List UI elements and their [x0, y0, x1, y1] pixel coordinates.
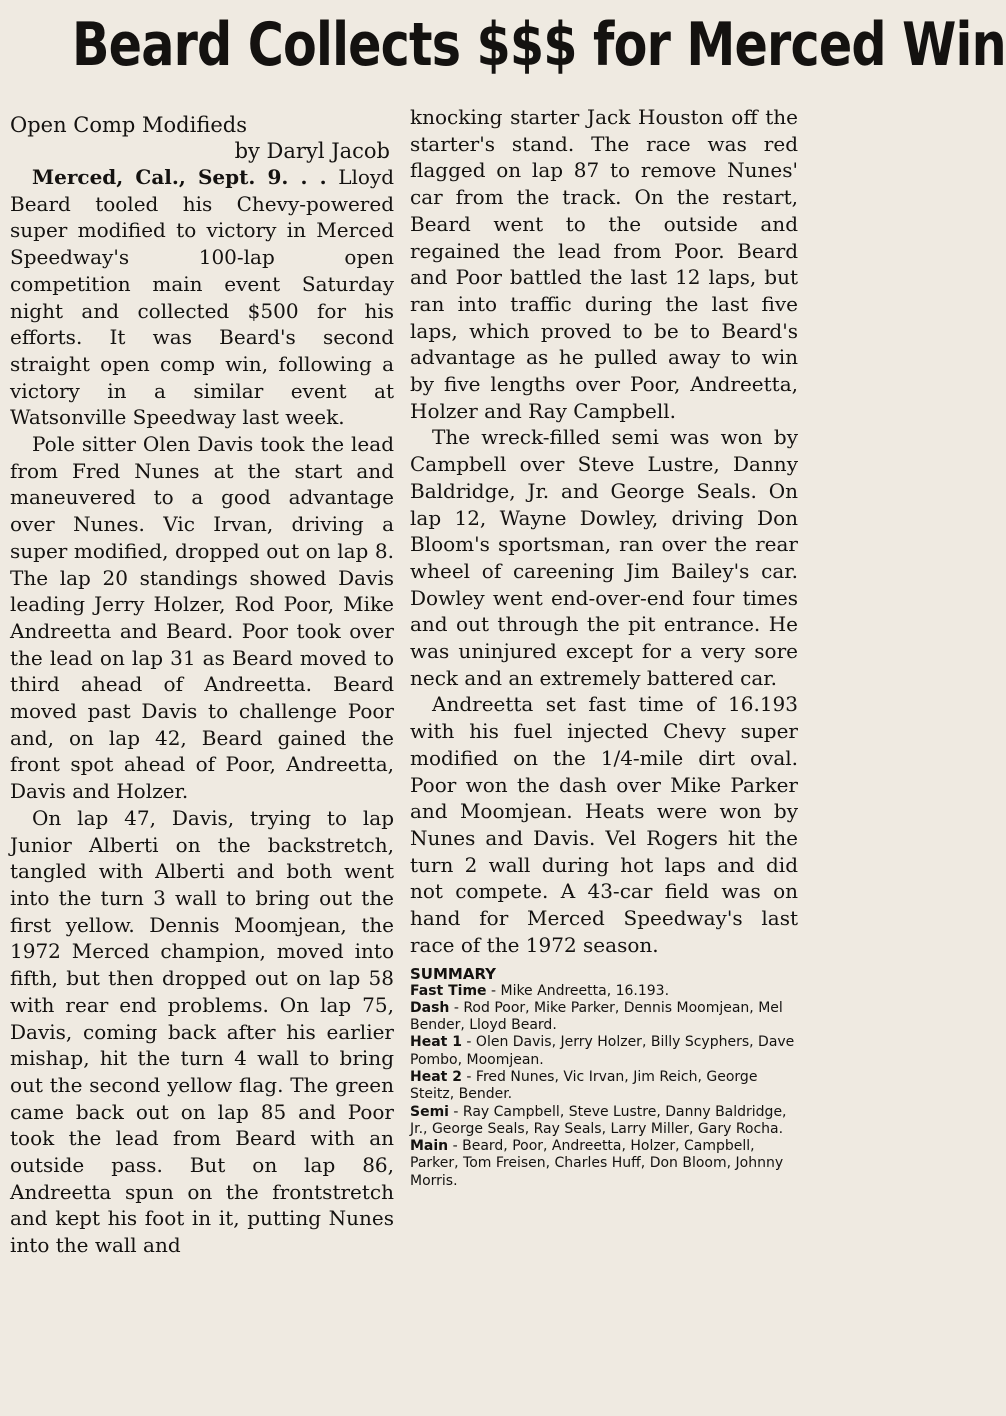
paragraph-text: Lloyd Beard tooled his Chevy-powered super modified to victory in Merced Speedway's 100-lap open competition main event Saturday night and collected $500 for his efforts. It was Beard's second straight open comp win, following a victory in a similar event at Watsonville Speedway last week.	[10, 165, 395, 430]
kicker: Open Comp Modifieds	[10, 113, 247, 137]
summary-label: Fast Time	[410, 982, 487, 999]
lead-paragraph	[10, 164, 394, 431]
summary-title: SUMMARY	[410, 964, 497, 983]
byline: by Daryl Jacob	[234, 139, 390, 163]
article-column-left	[10, 112, 394, 1259]
summary-label: Heat 1	[410, 1034, 462, 1051]
summary-item-heat-1: Heat 1 - Olen Davis, Jerry Holzer, Billy Scyphers, Dave Pombo, Moomjean.	[410, 1034, 795, 1068]
summary-item-heat-2: Heat 2 - Fred Nunes, Vic Irvan, Jim Reich, George Steitz, Bender.	[410, 1068, 758, 1103]
paragraph: Pole sitter Olen Davis took the lead from Fred Nunes at the start and maneuvered to a good advantage over Nunes. Vic Irvan, driving a super modified, dropped out on lap 8. The lap 20 standings showed Davis leading Jerry Holzer, Rod Poor, Mike Andreetta and Beard. Poor took over the lead on lap 31 as Beard moved to third ahead of Andreetta. Beard moved past Davis to challenge Poor and, on lap 42, Beard gained the front spot ahead of Poor, Andreetta, Davis and Holzer.	[10, 432, 394, 804]
article-column-right	[410, 104, 798, 1190]
summary-text: Mike Andreetta, 16.193.	[500, 982, 670, 999]
summary-item-semi: Semi - Ray Campbell, Steve Lustre, Danny Baldridge, Jr., George Seals, Ray Seals, Larry Miller, Gary Rocha.	[410, 1103, 787, 1137]
summary-label: Dash	[410, 999, 450, 1016]
summary-text: Fred Nunes, Vic Irvan, Jim Reich, George Steitz, Bender.	[410, 1068, 758, 1103]
paragraph: The wreck-filled semi was won by Campbell over Steve Lustre, Danny Baldridge, Jr. and George Seals. On lap 12, Wayne Dowley, driving Don Bloom's sportsman, ran over the rear wheel of careening Jim Bailey's car. Dowley went end-over-end four times and out through the pit entrance. He was uninjured except for a very sore neck and an extremely battered car.	[410, 425, 798, 690]
dateline: Merced, Cal., Sept. 9. . .	[32, 165, 327, 189]
summary-text: Rod Poor, Mike Parker, Dennis Moomjean, Mel Bender, Lloyd Beard.	[410, 999, 783, 1034]
paragraph: knocking starter Jack Houston off the starter's stand. The race was red flagged on lap 87 to remove Nunes' car from the track. On the restart, Beard went to the outside and regained the lead from Poor. Beard and Poor battled the last 12 laps, but ran into traffic during the last five laps, which proved to be to Beard's advantage as he pulled away to win by five lengths over Poor, Andreetta, Holzer and Ray Campbell.	[410, 105, 798, 423]
summary-label: Heat 2	[410, 1068, 462, 1085]
headline: Beard Collects $$$ for Merced Win	[72, 10, 1006, 80]
summary-label: Main	[410, 1138, 449, 1155]
paragraph: Andreetta set fast time of 16.193 with his fuel injected Chevy super modified on the 1/4-mile dirt oval. Poor won the dash over Mike Parker and Moomjean. Heats were won by Nunes and Davis. Vel Rogers hit the turn 2 wall during hot laps and did not compete. A 43-car field was on hand for Merced Speedway's last race of the 1972 season.	[410, 692, 798, 957]
summary-label: Semi	[410, 1103, 449, 1120]
paragraph: On lap 47, Davis, trying to lap Junior Alberti on the backstretch, tangled with Alberti and both went into the turn 3 wall to bring out the first yellow. Dennis Moomjean, the 1972 Merced champion, moved into fifth, but then dropped out on lap 58 with rear end problems. On lap 75, Davis, coming back after his earlier mishap, hit the turn 4 wall to bring out the second yellow flag. The green came back out on lap 85 and Poor took the lead from Beard with an outside pass. But on lap 86, Andreetta spun on the frontstretch and kept his foot in it, putting Nunes into the wall and	[10, 805, 394, 1258]
summary-item-main: Main - Beard, Poor, Andreetta, Holzer, Campbell, Parker, Tom Freisen, Charles Huff, Don Bloom, Johnny Morris.	[410, 1138, 784, 1189]
summary-item-fast-time: Fast Time - Mike Andreetta, 16.193.	[410, 982, 670, 999]
summary-item-dash: Dash - Rod Poor, Mike Parker, Dennis Moomjean, Mel Bender, Lloyd Beard.	[410, 999, 783, 1034]
summary-text: Beard, Poor, Andreetta, Holzer, Campbell, Parker, Tom Freisen, Charles Huff, Don Bloom, Johnny Morris.	[410, 1138, 784, 1189]
summary-text: Ray Campbell, Steve Lustre, Danny Baldridge, Jr., George Seals, Ray Seals, Larry Miller, Gary Rocha.	[410, 1103, 787, 1137]
race-summary	[410, 965, 798, 1191]
summary-text: Olen Davis, Jerry Holzer, Billy Scyphers, Dave Pombo, Moomjean.	[410, 1034, 795, 1068]
